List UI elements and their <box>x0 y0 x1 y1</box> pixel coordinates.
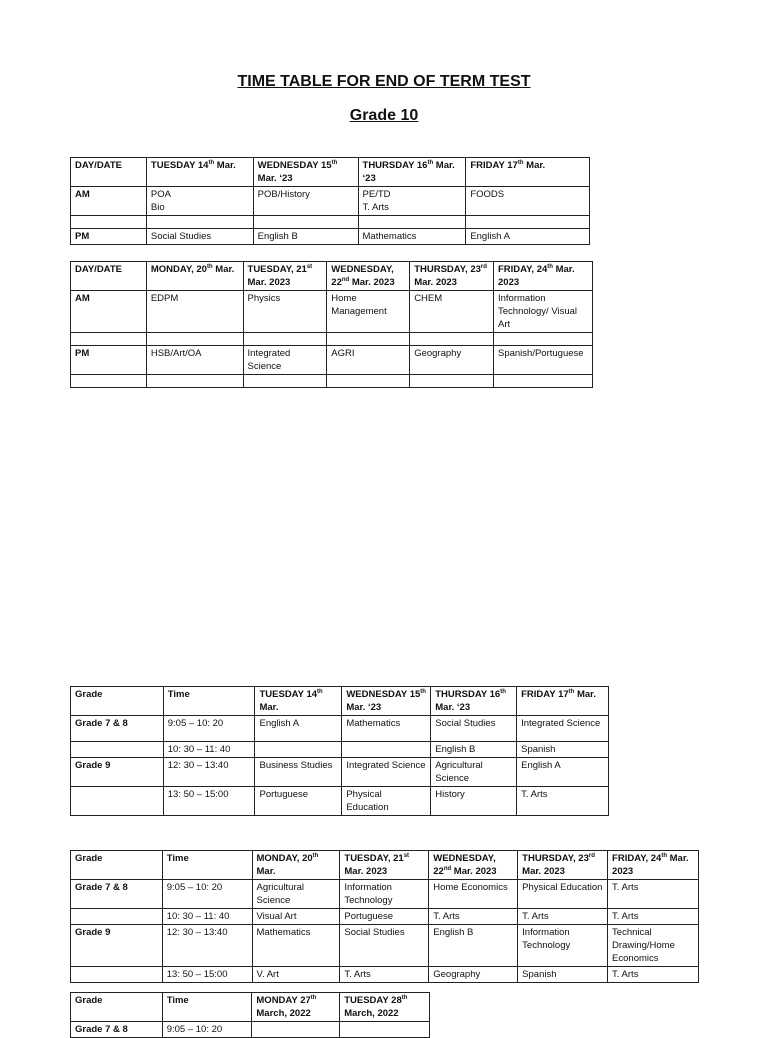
header-cell <box>608 851 699 880</box>
table-cell <box>327 333 410 346</box>
row-label-cell <box>71 216 147 229</box>
table-cell <box>431 787 517 816</box>
cell-text: Technical Drawing/Home Economics <box>612 927 675 964</box>
cell-text: THURSDAY, 23rd Mar. 2023 <box>522 852 595 877</box>
cell-text: Physical Education <box>346 789 389 813</box>
header-cell <box>466 158 590 187</box>
table-row <box>71 716 609 742</box>
table-cell <box>163 742 255 758</box>
cell-text: V. Art <box>256 969 279 980</box>
table-cell <box>340 967 429 983</box>
table-cell <box>518 909 608 925</box>
cell-text: Time <box>167 689 190 700</box>
table-row <box>71 346 593 375</box>
cell-text: Business Studies <box>259 760 333 771</box>
header-cell <box>252 993 340 1022</box>
cell-text: PM <box>75 348 90 359</box>
table-row <box>71 291 593 333</box>
cell-text: TUESDAY 28th March, 2022 <box>344 994 408 1019</box>
cell-text: T. Arts <box>344 969 371 980</box>
table-cell <box>146 346 243 375</box>
row-label-cell <box>71 967 163 983</box>
header-cell <box>71 851 163 880</box>
table-cell <box>466 229 590 245</box>
table-cell <box>146 187 253 216</box>
cell-text: Grade 7 & 8 <box>75 1024 128 1035</box>
table-row <box>71 375 593 388</box>
cell-text: T. Arts <box>612 911 639 922</box>
header-cell <box>146 262 243 291</box>
cell-text: PM <box>75 231 90 242</box>
cell-text: Information Technology <box>344 882 393 906</box>
cell-text: English B <box>257 231 298 242</box>
table-cell <box>146 229 253 245</box>
cell-text: Spanish/Portuguese <box>498 348 584 359</box>
cell-text: Grade 9 <box>75 927 111 938</box>
row-label-cell <box>71 787 164 816</box>
cell-text: WEDNESDAY 15th Mar. ‘23 <box>257 159 338 184</box>
cell-text: Integrated Science <box>521 718 601 729</box>
table-row <box>71 967 699 983</box>
cell-text: POA <box>150 189 171 200</box>
table-cell <box>253 216 358 229</box>
cell-text: Agricultural Science <box>435 760 483 784</box>
table-cell <box>253 187 358 216</box>
cell-text: Mathematics <box>362 231 417 242</box>
header-cell <box>494 262 593 291</box>
table-row <box>71 909 699 925</box>
table-cell <box>255 787 342 816</box>
header-cell <box>243 262 327 291</box>
table-cell <box>431 742 517 758</box>
cell-text: THURSDAY 16th Mar. ‘23 <box>362 159 455 184</box>
cell-text: Physics <box>247 293 281 304</box>
cell-text: 10: 30 – 11: 40 <box>166 911 230 922</box>
cell-text: FRIDAY 17th Mar. <box>521 688 596 700</box>
table-cell <box>252 909 340 925</box>
cell-text: POB/History <box>257 189 310 200</box>
header-cell <box>71 993 163 1022</box>
grade-subtitle: Grade 10 <box>349 107 419 124</box>
table-cell <box>162 909 252 925</box>
table-header-row <box>71 158 590 187</box>
table-cell <box>429 925 518 967</box>
timetable-grade7-9-week2 <box>70 850 699 983</box>
table-row <box>71 187 590 216</box>
timetable-grade10-week2 <box>70 261 593 388</box>
table-cell <box>162 880 252 909</box>
table-cell <box>517 787 609 816</box>
header-cell <box>252 851 340 880</box>
table-row <box>71 787 609 816</box>
cell-text: FRIDAY, 24th Mar. 2023 <box>498 263 575 288</box>
row-label-cell <box>71 229 147 245</box>
row-label-cell <box>71 187 147 216</box>
table-cell <box>146 216 253 229</box>
cell-text: 13: 50 – 15:00 <box>167 789 229 800</box>
table-cell <box>162 967 252 983</box>
cell-text: Integrated Science <box>346 760 426 771</box>
cell-text: TUESDAY 14th Mar. <box>259 688 323 713</box>
cell-text: Grade 9 <box>75 760 111 771</box>
cell-text: MONDAY, 20th Mar. <box>150 263 235 275</box>
cell-text: AM <box>75 189 90 200</box>
cell-text: English A <box>259 718 300 729</box>
cell-text: WEDNESDAY, 22nd Mar. 2023 <box>433 853 497 877</box>
cell-text: Grade 7 & 8 <box>75 882 128 893</box>
row-label-cell <box>71 291 147 333</box>
table-cell <box>340 925 429 967</box>
cell-text: Integrated Science <box>247 348 291 372</box>
table-cell <box>608 967 699 983</box>
cell-text: T. Arts <box>433 911 460 922</box>
table-cell <box>163 758 255 787</box>
table-header-row <box>71 687 609 716</box>
header-cell <box>517 687 609 716</box>
table-cell <box>162 925 252 967</box>
table-row <box>71 880 699 909</box>
cell-text: Mathematics <box>256 927 311 938</box>
table-row <box>71 758 609 787</box>
table-cell <box>252 967 340 983</box>
row-label-cell <box>71 346 147 375</box>
table-cell <box>340 909 429 925</box>
timetable-grade7-9-week3 <box>70 992 430 1038</box>
table-header-row <box>71 851 699 880</box>
cell-text: Home Economics <box>433 882 508 893</box>
cell-text: T. Arts <box>362 202 389 213</box>
cell-text: English A <box>521 760 561 771</box>
table-cell <box>466 187 590 216</box>
table-row <box>71 229 590 245</box>
table-cell <box>342 758 431 787</box>
table-cell <box>517 716 609 742</box>
cell-text: Geography <box>433 969 481 980</box>
cell-text: AM <box>75 293 90 304</box>
cell-text: Visual Art <box>256 911 297 922</box>
cell-text: TUESDAY 14th Mar. <box>150 159 236 171</box>
header-cell <box>340 851 429 880</box>
cell-text: Physical Education <box>522 882 603 893</box>
table-cell <box>431 716 517 742</box>
table-cell <box>255 758 342 787</box>
table-cell <box>466 216 590 229</box>
table-cell <box>342 716 431 742</box>
table-cell <box>146 333 243 346</box>
table-cell <box>431 758 517 787</box>
cell-text: Time <box>166 853 189 864</box>
cell-text: Spanish <box>522 969 557 980</box>
cell-text: Bio <box>150 202 165 213</box>
header-cell <box>71 687 164 716</box>
table-cell <box>255 742 342 758</box>
table-row <box>71 925 699 967</box>
cell-text: 12: 30 – 13:40 <box>166 927 228 938</box>
table-cell <box>358 187 466 216</box>
cell-text: 9:05 – 10: 20 <box>166 1024 223 1035</box>
row-label-cell <box>71 742 164 758</box>
cell-text: THURSDAY 16th Mar. ‘23 <box>435 688 506 713</box>
table-cell <box>494 346 593 375</box>
header-cell <box>431 687 517 716</box>
cell-text: Information Technology/ Visual Art <box>498 293 578 330</box>
cell-text: Portuguese <box>344 911 393 922</box>
cell-text: DAY/DATE <box>75 160 122 171</box>
cell-text: DAY/DATE <box>75 264 122 275</box>
table-row <box>71 333 593 346</box>
cell-text: TUESDAY, 21st Mar. 2023 <box>344 852 410 877</box>
row-label-cell <box>71 716 164 742</box>
cell-text: Grade <box>75 853 103 864</box>
table-cell <box>517 742 609 758</box>
table-cell <box>429 909 518 925</box>
header-cell <box>253 158 358 187</box>
cell-text: Home Management <box>331 293 387 317</box>
cell-text: WEDNESDAY 15th Mar. ‘23 <box>346 688 426 713</box>
table-cell <box>253 229 358 245</box>
cell-text: Geography <box>414 348 462 359</box>
cell-text: Grade <box>75 689 103 700</box>
header-cell <box>429 851 518 880</box>
table-cell <box>494 291 593 333</box>
header-cell <box>162 993 252 1022</box>
timetable-grade7-9-week1 <box>70 686 609 816</box>
cell-text: English B <box>435 744 476 755</box>
table-cell <box>243 333 327 346</box>
table-cell <box>340 880 429 909</box>
header-cell <box>342 687 431 716</box>
row-label-cell <box>71 909 163 925</box>
cell-text: FRIDAY, 24th Mar. 2023 <box>612 852 689 877</box>
table-row <box>71 216 590 229</box>
table-cell <box>243 291 327 333</box>
table-row <box>71 742 609 758</box>
table-cell <box>518 880 608 909</box>
cell-text: FRIDAY 17th Mar. <box>470 159 546 171</box>
header-cell <box>255 687 342 716</box>
row-label-cell <box>71 375 147 388</box>
table-cell <box>410 375 494 388</box>
cell-text: T. Arts <box>612 969 639 980</box>
page-title: TIME TABLE FOR END OF TERM TEST <box>237 73 531 90</box>
cell-text: Grade <box>75 995 103 1006</box>
table-cell <box>342 742 431 758</box>
table-cell <box>243 375 327 388</box>
header-cell <box>71 158 147 187</box>
table-cell <box>327 375 410 388</box>
cell-text: T. Arts <box>521 789 548 800</box>
table-cell <box>608 925 699 967</box>
cell-text: 9:05 – 10: 20 <box>167 718 224 729</box>
table-cell <box>429 967 518 983</box>
cell-text: Social Studies <box>150 231 212 242</box>
header-cell <box>518 851 608 880</box>
header-cell <box>71 262 147 291</box>
table-cell <box>410 333 494 346</box>
table-cell <box>358 216 466 229</box>
cell-text: FOODS <box>470 189 505 200</box>
row-label-cell <box>71 333 147 346</box>
table-cell <box>358 229 466 245</box>
table-cell <box>608 909 699 925</box>
table-cell <box>255 716 342 742</box>
cell-text: Social Studies <box>435 718 496 729</box>
header-cell <box>340 993 430 1022</box>
cell-text: 13: 50 – 15:00 <box>166 969 228 980</box>
row-label-cell <box>71 880 163 909</box>
cell-text: English B <box>433 927 474 938</box>
table-header-row <box>71 993 430 1022</box>
cell-text: Agricultural Science <box>256 882 305 906</box>
timetable-grade10-week1 <box>70 157 590 245</box>
row-label-cell <box>71 758 164 787</box>
cell-text: HSB/Art/OA <box>150 348 202 359</box>
cell-text: Social Studies <box>344 927 405 938</box>
cell-text: Portuguese <box>259 789 309 800</box>
cell-text: WEDNESDAY, 22nd Mar. 2023 <box>331 264 395 288</box>
cell-text: Time <box>166 995 189 1006</box>
table-cell <box>410 291 494 333</box>
table-cell <box>342 787 431 816</box>
cell-text: THURSDAY, 23rd Mar. 2023 <box>414 263 487 288</box>
table-cell <box>608 880 699 909</box>
table-cell <box>494 375 593 388</box>
cell-text: AGRI <box>331 348 355 359</box>
cell-text: TUESDAY, 21st Mar. 2023 <box>247 263 313 288</box>
row-label-cell <box>71 925 163 967</box>
cell-text: MONDAY 27th March, 2022 <box>256 994 317 1019</box>
cell-text: History <box>435 789 465 800</box>
table-cell <box>517 758 609 787</box>
cell-text: CHEM <box>414 293 443 304</box>
table-cell <box>410 346 494 375</box>
header-cell <box>146 158 253 187</box>
cell-text: PE/TD <box>362 189 391 200</box>
table-cell <box>429 880 518 909</box>
table-cell <box>146 375 243 388</box>
table-cell <box>518 925 608 967</box>
table-cell <box>243 346 327 375</box>
cell-text: Mathematics <box>346 718 401 729</box>
table-header-row <box>71 262 593 291</box>
table-cell <box>163 716 255 742</box>
cell-text: Information Technology <box>522 927 571 951</box>
cell-text: English A <box>470 231 510 242</box>
table-cell <box>494 333 593 346</box>
header-cell <box>162 851 252 880</box>
cell-text: 9:05 – 10: 20 <box>166 882 223 893</box>
header-cell <box>327 262 410 291</box>
header-cell <box>358 158 466 187</box>
header-cell <box>163 687 255 716</box>
cell-text: 12: 30 – 13:40 <box>167 760 229 771</box>
table-cell <box>163 787 255 816</box>
table-cell <box>518 967 608 983</box>
table-cell <box>146 291 243 333</box>
cell-text: Spanish <box>521 744 556 755</box>
table-cell <box>327 346 410 375</box>
cell-text: T. Arts <box>522 911 549 922</box>
cell-text: MONDAY, 20th Mar. <box>256 852 319 877</box>
cell-text: T. Arts <box>612 882 639 893</box>
header-cell <box>410 262 494 291</box>
cell-text: EDPM <box>150 293 179 304</box>
table-cell <box>327 291 410 333</box>
table-cell <box>252 925 340 967</box>
table-cell <box>252 880 340 909</box>
cell-text: Grade 7 & 8 <box>75 718 128 729</box>
cell-text: 10: 30 – 11: 40 <box>167 744 231 755</box>
